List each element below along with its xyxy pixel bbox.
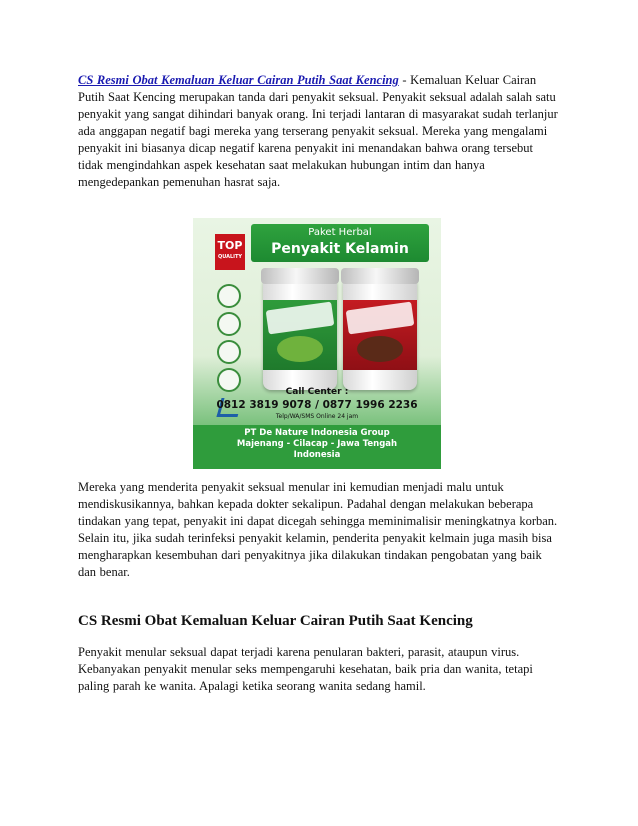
certification-seal-icon xyxy=(217,284,241,308)
company-country: Indonesia xyxy=(293,450,341,460)
intro-text: - Kemaluan Keluar Cairan Putih Saat Kencing merupakan tanda dari penyakit seksual. Penyakit seksual adalah salah satu penyakit yang sangat dihindari banyak orang. Ini terjadi lantaran di masyarakat sudah terlanjur ada anggapan negatif bagi mereka yang terserang penyakit seksual. Mereka yang mengalami penyakit ini biasanya dicap negatif karena penyakit ini menandakan bahwa orang tersebut tidak mengindahkan aspek kesehatan saat melakukan hubungan intim dan hanya mengedepankan pemenuhan hasrat saja. xyxy=(78,73,558,189)
bottle-brand-label xyxy=(266,302,335,335)
banner-headline xyxy=(251,224,429,262)
company-info xyxy=(193,428,441,461)
badge-sub-text: QUALITY xyxy=(217,254,243,260)
call-center-note: Telp/WA/SMS Online 24 jam xyxy=(275,413,359,420)
article-title-link[interactable]: CS Resmi Obat Kemaluan Keluar Cairan Putih Saat Kencing xyxy=(78,73,399,87)
company-location: Majenang - Cilacap - Jawa Tengah xyxy=(236,439,398,449)
green-product-bottle xyxy=(263,276,337,390)
body-paragraph: Mereka yang menderita penyakit seksual menular ini kemudian menjadi malu untuk mendiskusikannya, bahkan kepada dokter sekalipun. Padahal dengan melakukan beberapa tindakan yang tepat, penyakit ini dapat dicegah sehingga meminimalisir meningkatnya korban. Selain itu, jika sudah terinfeksi penyakit kelamin, penderita penyakit kelmain juga masih bisa mengharapkan kesembuhan dari penyakitnya jika dilakukan tindakan pengobatan yang baik dan benar. xyxy=(78,480,558,579)
section-heading: CS Resmi Obat Kemaluan Keluar Cairan Putih Saat Kencing xyxy=(78,613,473,629)
banner-headline-big: Penyakit Kelamin xyxy=(271,241,409,257)
herb-image xyxy=(277,336,323,362)
bottle-cap xyxy=(261,268,339,284)
body-paragraph: Penyakit menular seksual dapat terjadi karena penularan bakteri, parasit, ataupun virus. Kebanyakan penyakit menular seks mempengaruhi kesehatan, baik pria dan wanita, tetapi paling parah ke wanita. Apalagi ketika seorang wanita sedang hamil. xyxy=(78,645,533,693)
red-product-bottle xyxy=(343,276,417,390)
badge-main-text: TOP xyxy=(217,239,243,252)
certification-seal-icon xyxy=(217,312,241,336)
banner-headline-small: Paket Herbal xyxy=(308,227,372,238)
company-name: PT De Nature Indonesia Group xyxy=(244,428,390,438)
call-center-phone: 0812 3819 9078 / 0877 1996 2236 xyxy=(216,399,418,411)
bottle-label xyxy=(263,300,337,370)
iso-seal-icon xyxy=(217,340,241,364)
bottle-brand-label xyxy=(346,302,415,335)
intro-paragraph xyxy=(78,72,558,191)
herb-image xyxy=(357,336,403,362)
product-banner-image xyxy=(193,218,441,469)
bottle-label xyxy=(343,300,417,370)
top-quality-badge xyxy=(215,234,245,270)
bottle-cap xyxy=(341,268,419,284)
call-center-block xyxy=(193,386,441,421)
call-center-title: Call Center : xyxy=(285,387,349,397)
